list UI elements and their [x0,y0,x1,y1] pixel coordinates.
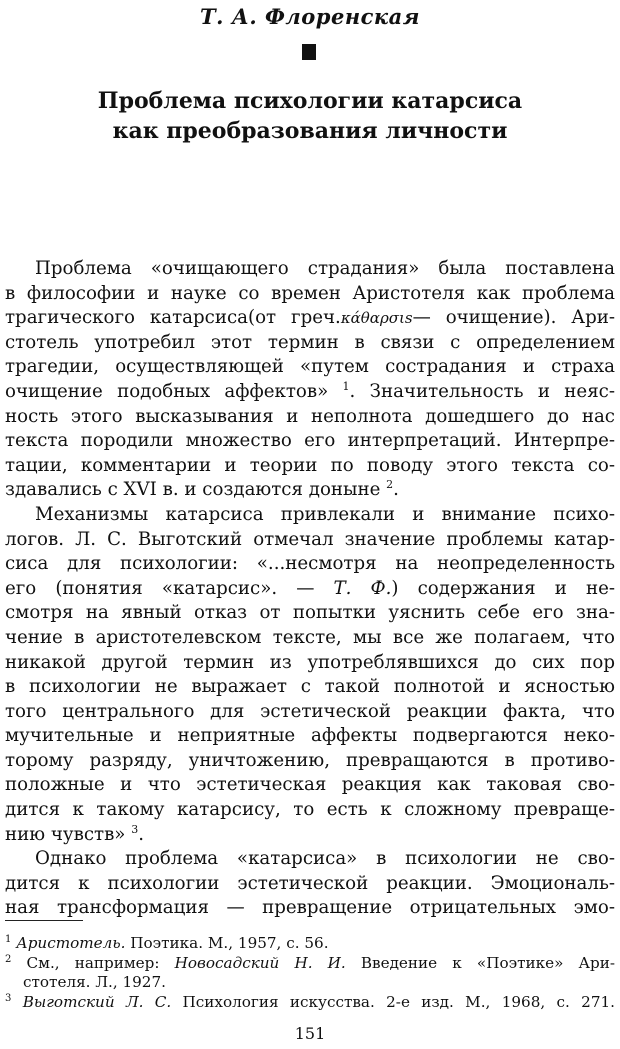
footnote-2-continuation: стотеля. Л., 1927. [23,973,166,991]
body-line: дится к такому катарсису, то есть к сложному превраще- [5,799,615,821]
body-line: тации, комментарии и теории по поводу этого текста со- [5,454,615,476]
body-text [5,257,615,921]
footnote-ref: 2 [386,478,394,492]
chapter-title-line-1: Проблема психологии катарсиса [97,88,523,114]
footnote-2: $^2$ См., например: Новосадский Н. И. Введение к «Поэтике» Ари- [5,953,615,972]
body-line: трагедии, осуществляющей «путем сострадания и страха [5,356,615,378]
body-line: Однако проблема «катарсиса» в психологии не сво- [35,848,615,870]
chapter-title [0,86,620,146]
editor-initials: Т. Ф. [333,577,392,599]
body-line: в философии и науке со времен Аристотеля как проблема [5,282,615,304]
body-line: ная трансформация — превращение отрицательных эмо- [5,897,615,919]
body-line: ность этого высказывания и неполнота дошедшего до нас [5,405,615,427]
page-number: 151 [294,1024,326,1043]
body-line: текста породили множество его интерпретаций. Интерпре- [5,430,615,452]
footnote-3: $^3$ Выготский Л. С. Психология искусства. 2-е изд. М., 1968, с. 271. [5,992,616,1011]
body-line: дится к психологии эстетической реакции. Эмоциональ- [5,872,615,894]
body-line: стотель употребил этот термин в связи с определением [5,331,615,353]
body-line: мучительные и неприятные аффекты подвергаются неко- [5,725,615,747]
body-line: смотря на явный отказ от попытки уяснить себе его зна- [5,602,615,624]
body-line: никакой другой термин из употреблявшихся до сих пор [5,651,615,673]
body-line: положные и что эстетическая реакция как таковая сво- [5,774,615,796]
body-line: в психологии не выражает с такой полнотой и ясностью [5,676,615,698]
chapter-title-line-2: как преобразования личности [112,118,508,144]
footnote-ref: 1 [342,379,350,393]
body-line: сиса для психологии: «...несмотря на неопределенность [5,553,615,575]
greek-term: κάθαρσιs [340,309,413,328]
body-line: очищение подобных аффектов» $^1$. Значительность и неяс- [5,379,616,402]
body-line: Проблема «очищающего страдания» была поставлена [35,258,615,279]
body-line: чение в аристотелевском тексте, мы все же полагаем, что [5,626,615,648]
body-line: торому разряду, уничтожению, превращаются в противо- [5,749,615,771]
footnote-divider [5,920,83,921]
body-line: его (понятия «катарсис». — Т. Ф.) содержания и не- [5,577,615,599]
body-line: здавались с XVI в. и создаются доныне $^2$. [5,478,399,501]
body-line: того центрального для эстетической реакции факта, что [5,700,615,722]
footnotes [5,934,615,1012]
author-name: Т. А. Флоренская [200,4,420,29]
body-line: Механизмы катарсиса привлекали и внимание психо- [35,503,615,525]
section-square-mark [302,44,316,60]
body-line: логов. Л. С. Выготский отмечал значение проблемы катар- [5,528,615,550]
body-line: нию чувств» $^3$. [5,822,145,845]
body-line: трагического катарсиса(от греч.κάθαρσιs— очищение). Ари- [5,307,615,329]
footnote-1: $^1$ Аристотель. Поэтика. М., 1957, с. 56. [5,933,329,952]
footnote-ref: 3 [131,822,139,836]
